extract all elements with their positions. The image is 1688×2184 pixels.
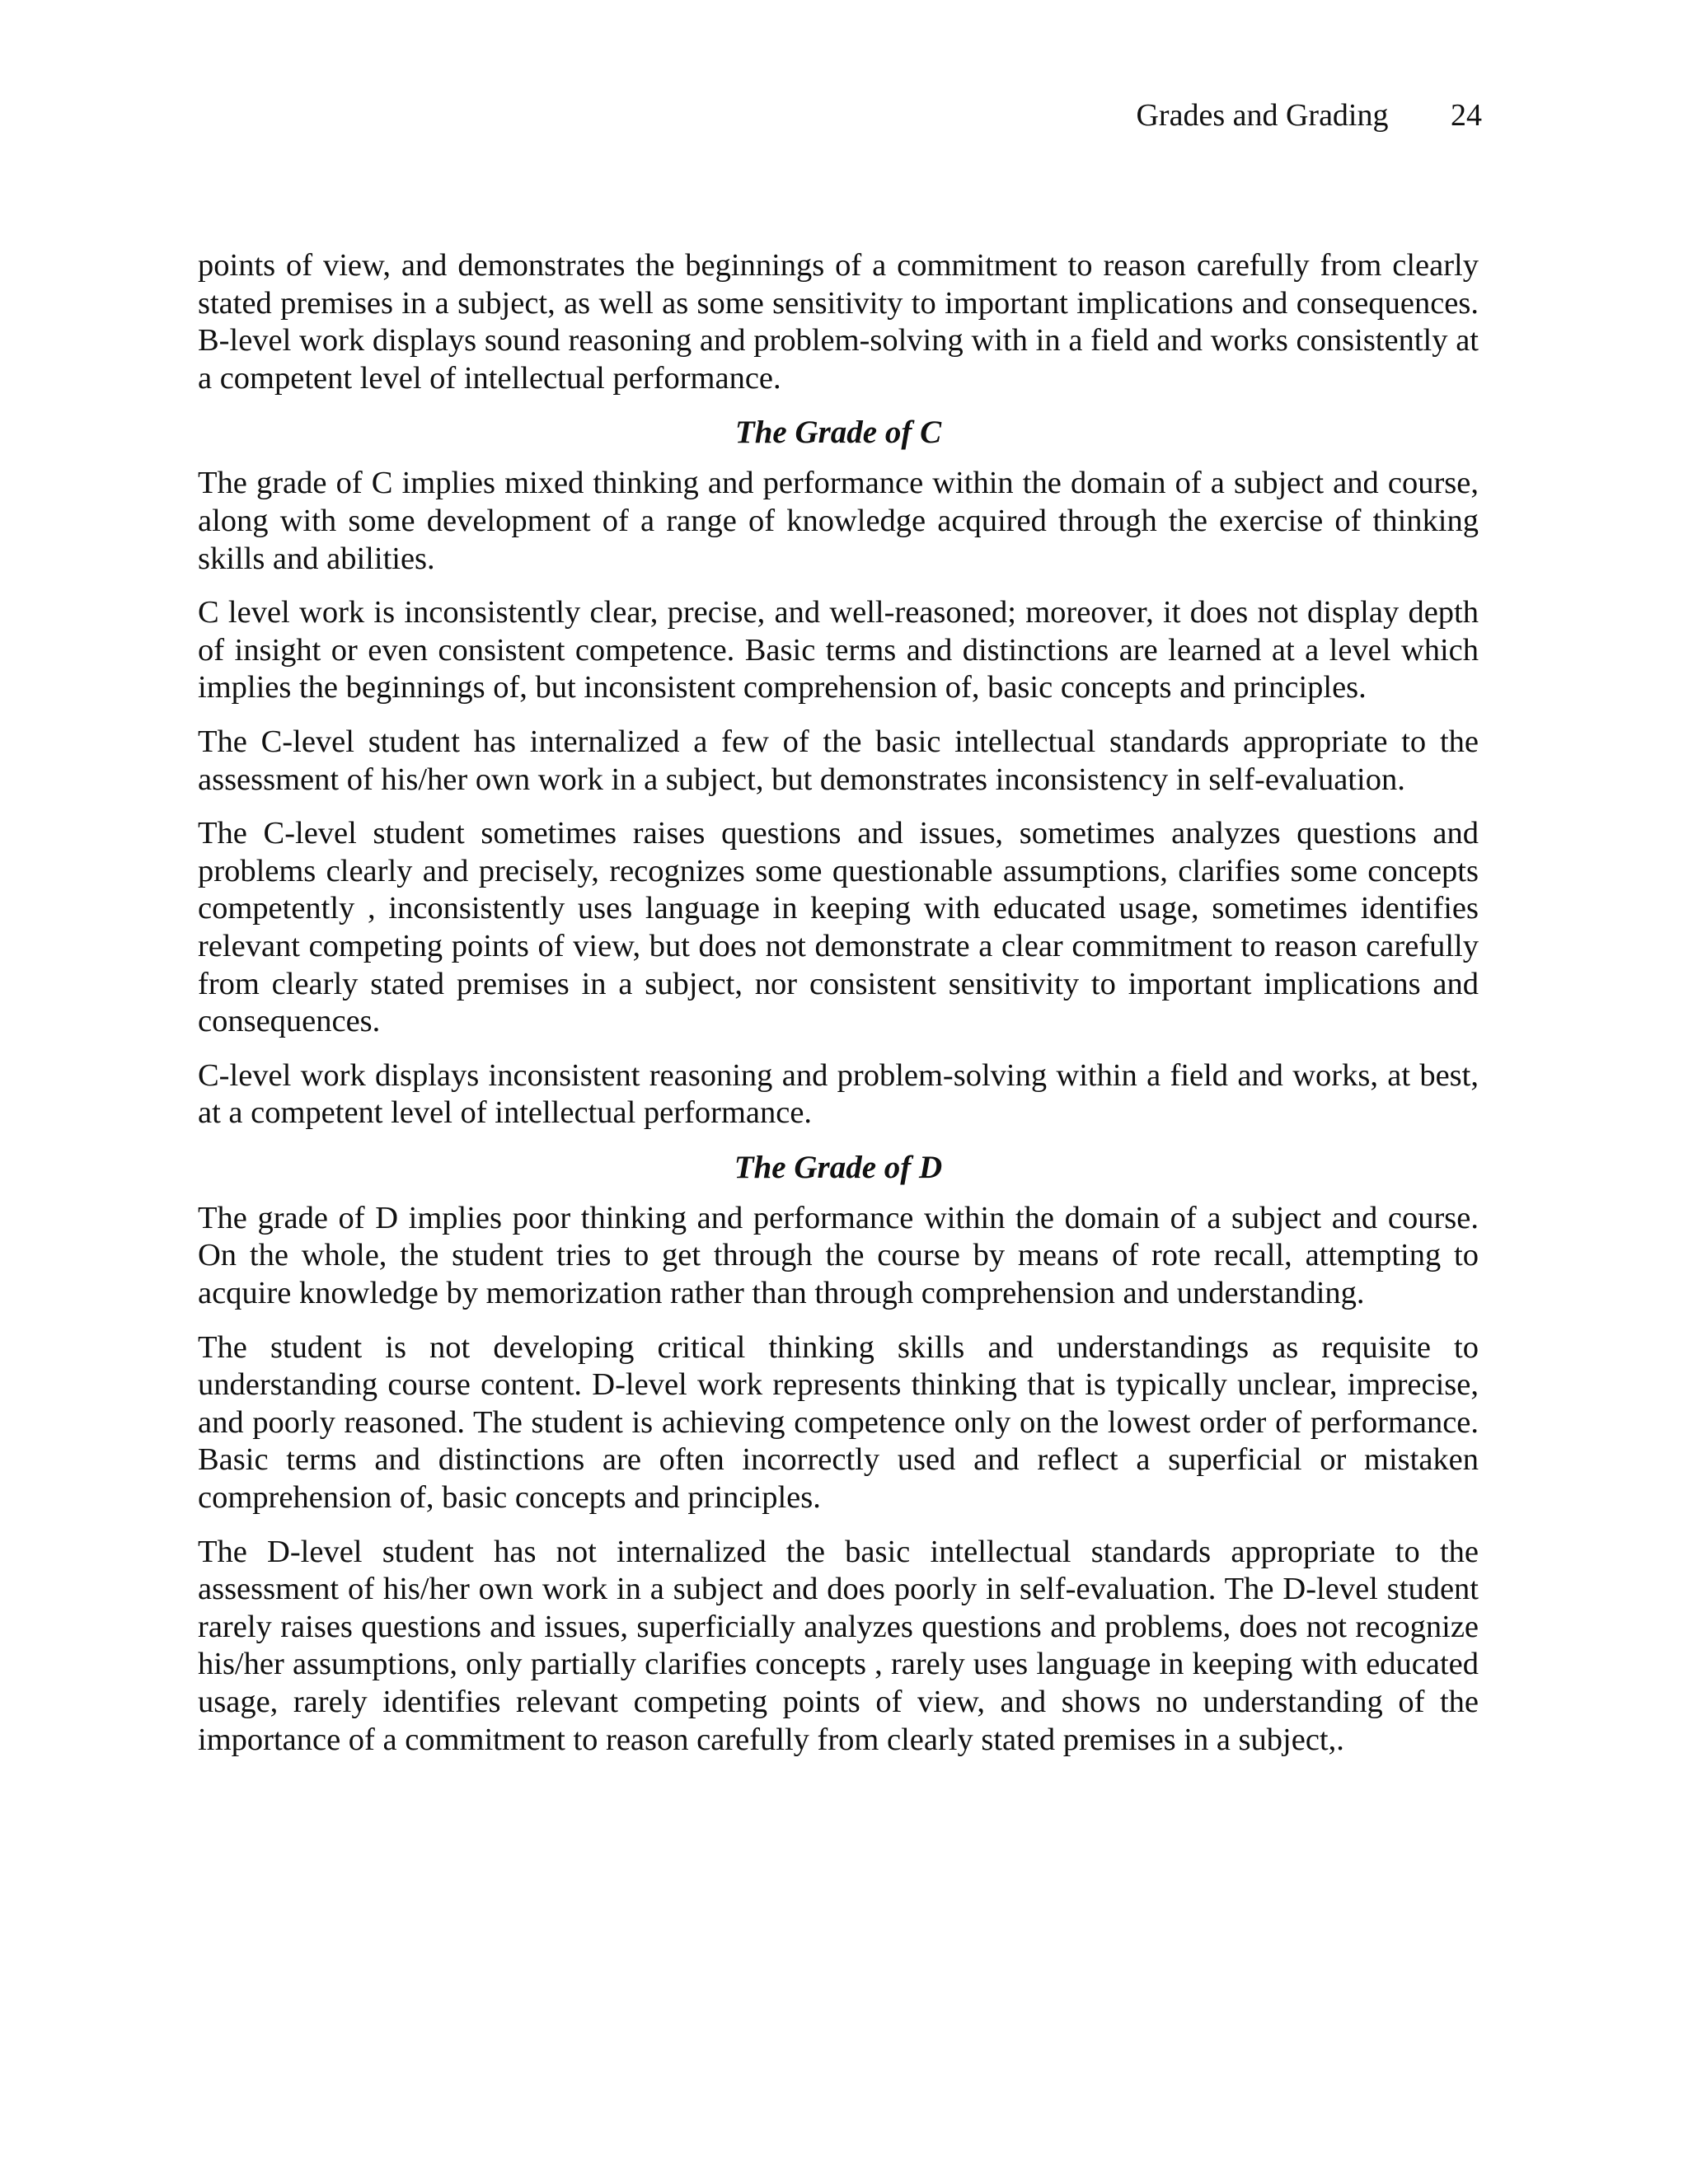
grade-d-paragraph-3: The D-level student has not internalized the basic intellectual standards appropriate to the assessment of his/her own work in a subject and does poorly in self-evaluation. The D-level student rarely raises questions and issues, superficially analyzes questions and problems, does not recognize his/her assumptions, only partially clarifies concepts , rarely uses language in keeping with educated usage, rarely identifies relevant competing points of view, and shows no understanding of the importance of a commitment to reason carefully from clearly stated premises in a subject,. bbox=[198, 1534, 1479, 1757]
header-title: Grades and Grading bbox=[1136, 98, 1389, 133]
document-body bbox=[198, 247, 1479, 1775]
grade-c-paragraph-4: The C-level student sometimes raises questions and issues, sometimes analyzes questions and problems clearly and precisely, recognizes some questionable assumptions, clarifies some concepts competently , inconsistently uses language in keeping with educated usage, sometimes identifies relevant competing points of view, but does not demonstrate a clear commitment to reason carefully from clearly stated premises in a subject, nor consistent sensitivity to important implications and consequences. bbox=[198, 816, 1479, 1039]
grade-c-paragraph-2: C level work is inconsistently clear, precise, and well-reasoned; moreover, it does not display depth of insight or even consistent competence. Basic terms and distinctions are learned at a level which implies the beginnings of, but inconsistent comprehension of, basic concepts and principles. bbox=[198, 595, 1479, 705]
grade-c-paragraph-3: The C-level student has internalized a few of the basic intellectual standards appropriate to the assessment of his/her own work in a subject, but demonstrates inconsistency in self-evaluation. bbox=[198, 724, 1479, 797]
grade-d-paragraph-2: The student is not developing critical thinking skills and understandings as requisite to understanding course content. D-level work represents thinking that is typically unclear, imprecise, and poorly reasoned. The student is achieving competence only on the lowest order of performance. Basic terms and distinctions are often incorrectly used and reflect a superficial or mistaken comprehension of, basic concepts and principles. bbox=[198, 1329, 1479, 1516]
running-header bbox=[1136, 97, 1482, 135]
section-heading-grade-c: The Grade of C bbox=[734, 415, 942, 451]
section-heading-grade-d: The Grade of D bbox=[734, 1149, 943, 1185]
grade-d-paragraph-1: The grade of D implies poor thinking and performance within the domain of a subject and course. On the whole, the student tries to get through the course by means of rote recall, attempting to acquire knowledge by memorization rather than through comprehension and understanding. bbox=[198, 1200, 1479, 1311]
intro-paragraph: points of view, and demonstrates the beginnings of a commitment to reason carefully from clearly stated premises in a subject, as well as some sensitivity to important implications and consequences. B-level work displays sound reasoning and problem-solving with in a field and works consistently at a competent level of intellectual performance. bbox=[198, 248, 1479, 396]
grade-c-paragraph-1: The grade of C implies mixed thinking and performance within the domain of a subject and course, along with some development of a range of knowledge acquired through the exercise of thinking skills and abilities. bbox=[198, 466, 1479, 576]
page-number: 24 bbox=[1451, 98, 1482, 133]
grade-c-paragraph-5: C-level work displays inconsistent reasoning and problem-solving within a field and works, at best, at a competent level of intellectual performance. bbox=[198, 1057, 1479, 1131]
